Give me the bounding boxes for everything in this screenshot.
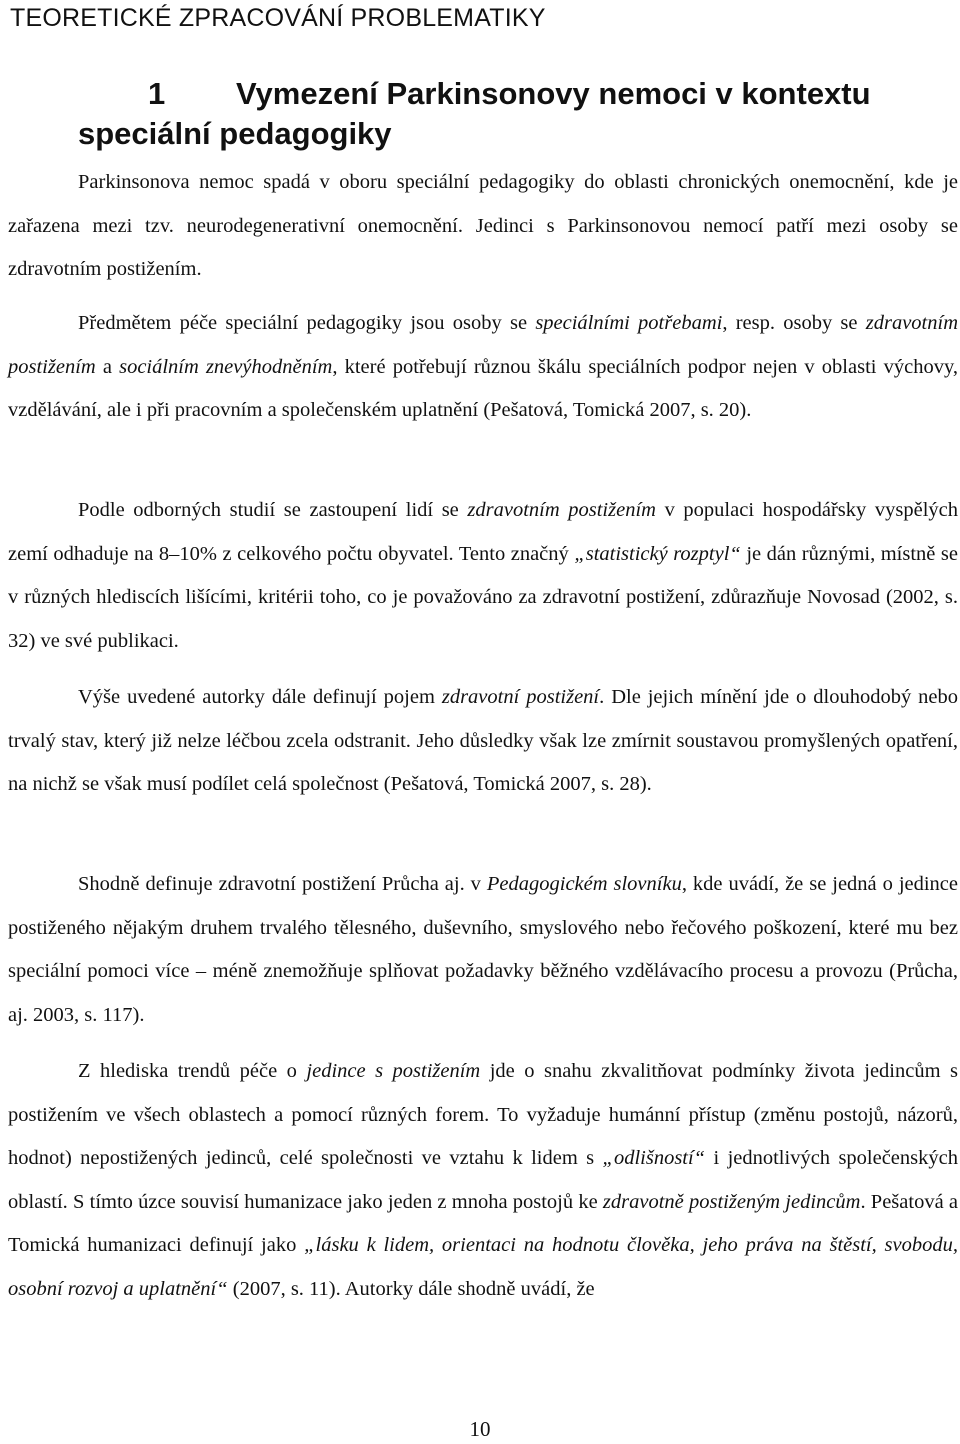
paragraph-6-text-a: Z hlediska trendů péče o — [78, 1060, 307, 1082]
chapter-title-line2: speciální pedagogiky — [78, 116, 392, 151]
chapter-title-line1: Vymezení Parkinsonovy nemoci v kontextu — [236, 76, 871, 111]
term-difference: „odlišností“ — [602, 1147, 706, 1170]
paragraph-5-text-a: Shodně definuje zdravotní postižení Průcha aj. v — [78, 873, 487, 895]
paragraph-6-text-c: jde o snahu zkvalitňovat podmínky života jedincům s postižením ve všech oblastech a pomocí různých forem. To vyžaduje humánní přístup (změnu postojů, názorů, hodnot) nepostižených jedinců, celé společnosti ve vztahu k lidem s — [8, 1060, 958, 1170]
term-health-disabled-individuals: zdravotně postiženým jedincům — [602, 1190, 861, 1213]
term-social-disadvantage: sociálním znevýhodněním — [119, 355, 333, 378]
term-individuals-with-disability: jedince s postižením — [306, 1060, 481, 1082]
term-health-disability: zdravotním postižením — [467, 499, 656, 521]
term-pedagogical-dictionary: Pedagogickém slovníku — [486, 873, 682, 895]
paragraph-4 — [8, 676, 958, 807]
paragraph-3 — [8, 489, 958, 663]
term-health-disability: zdravotní postižení — [441, 686, 600, 708]
paragraph-4-text-a: Výše uvedené autorky dále definují pojem — [78, 686, 442, 708]
paragraph-2-text-c: , resp. osoby se — [722, 312, 866, 334]
paragraph-2-text-e: a — [95, 355, 120, 378]
chapter-title — [78, 74, 958, 154]
paragraph-1 — [8, 161, 958, 292]
paragraph-3-text-e: je dán různými, místně se v různých hlediscích lišícími, kritérii toho, co je považováno za zdravotní postižení, zdůrazňuje Novosad (2002, s. 32) ve své publikaci. — [8, 542, 959, 652]
term-special-needs: speciálními potřebami — [535, 312, 723, 334]
paragraph-6-text-g: . Pešatová a Tomická humanizaci definují jako — [8, 1190, 958, 1257]
paragraph-3-text-a: Podle odborných studií se zastoupení lidí se — [78, 499, 468, 521]
paragraph-1-text: Parkinsonova nemoc spadá v oboru speciální pedagogiky do oblasti chronických onemocnění, kde je zařazena mezi tzv. neurodegenerativní onemocnění. Jedinci s Parkinsonovou nemocí patří mezi osoby se zdravotním postižením. — [8, 171, 958, 281]
paragraph-3-text-c: v populaci hospodářsky vyspělých zemí odhaduje na 8–10% z celkového počtu obyvatel. Tento značný — [8, 499, 958, 565]
paragraph-6 — [8, 1050, 958, 1312]
quote-humanization-definition: „lásku k lidem, orientaci na hodnotu člověka, jeho práva na štěstí, svobodu, osobní rozvoj a uplatnění“ — [8, 1234, 958, 1300]
paragraph-5 — [8, 863, 958, 1037]
page-number: 10 — [469, 1417, 491, 1441]
paragraph-5-text-c: , kde uvádí, že se jedná o jedince postiženého nějakým druhem trvalého tělesného, duševního, smyslového nebo řečového poškození, které mu bez speciální pomoci více – méně znemožňuje splňovat požadavky běžného vzdělávacího procesu a provozu (Průcha, aj. 2003, s. 117). — [8, 873, 959, 1026]
paragraph-2 — [8, 302, 958, 433]
chapter-number: 1 — [148, 76, 166, 111]
part-header: TEORETICKÉ ZPRACOVÁNÍ PROBLEMATIKY — [10, 4, 546, 32]
paragraph-6-text-e: i jednotlivých společenských oblastí. S tímto úzce souvisí humanizace jako jeden z mnoha postojů ke — [8, 1147, 958, 1213]
term-statistical-dispersion: „statistický rozptyl“ — [574, 542, 741, 565]
term-health-disability: zdravotním postižením — [8, 312, 958, 378]
paragraph-4-text-c: . Dle jejich mínění jde o dlouhodobý nebo trvalý stav, který již nelze léčbou zcela odstranit. Jeho důsledky však lze zmírnit soustavou promyšlených opatření, na nichž se však musí podílet celá společnost (Pešatová, Tomická 2007, s. 28). — [8, 686, 958, 796]
paragraph-2-text-g: , které potřebují různou škálu speciálních podpor nejen v oblasti výchovy, vzdělávání, ale i při pracovním a společenském uplatnění (Pešatová, Tomická 2007, s. 20). — [8, 355, 959, 422]
paragraph-6-text-i: (2007, s. 11). Autorky dále shodně uvádí, že — [227, 1277, 595, 1300]
paragraph-2-text-a: Předmětem péče speciální pedagogiky jsou osoby se — [78, 312, 536, 334]
